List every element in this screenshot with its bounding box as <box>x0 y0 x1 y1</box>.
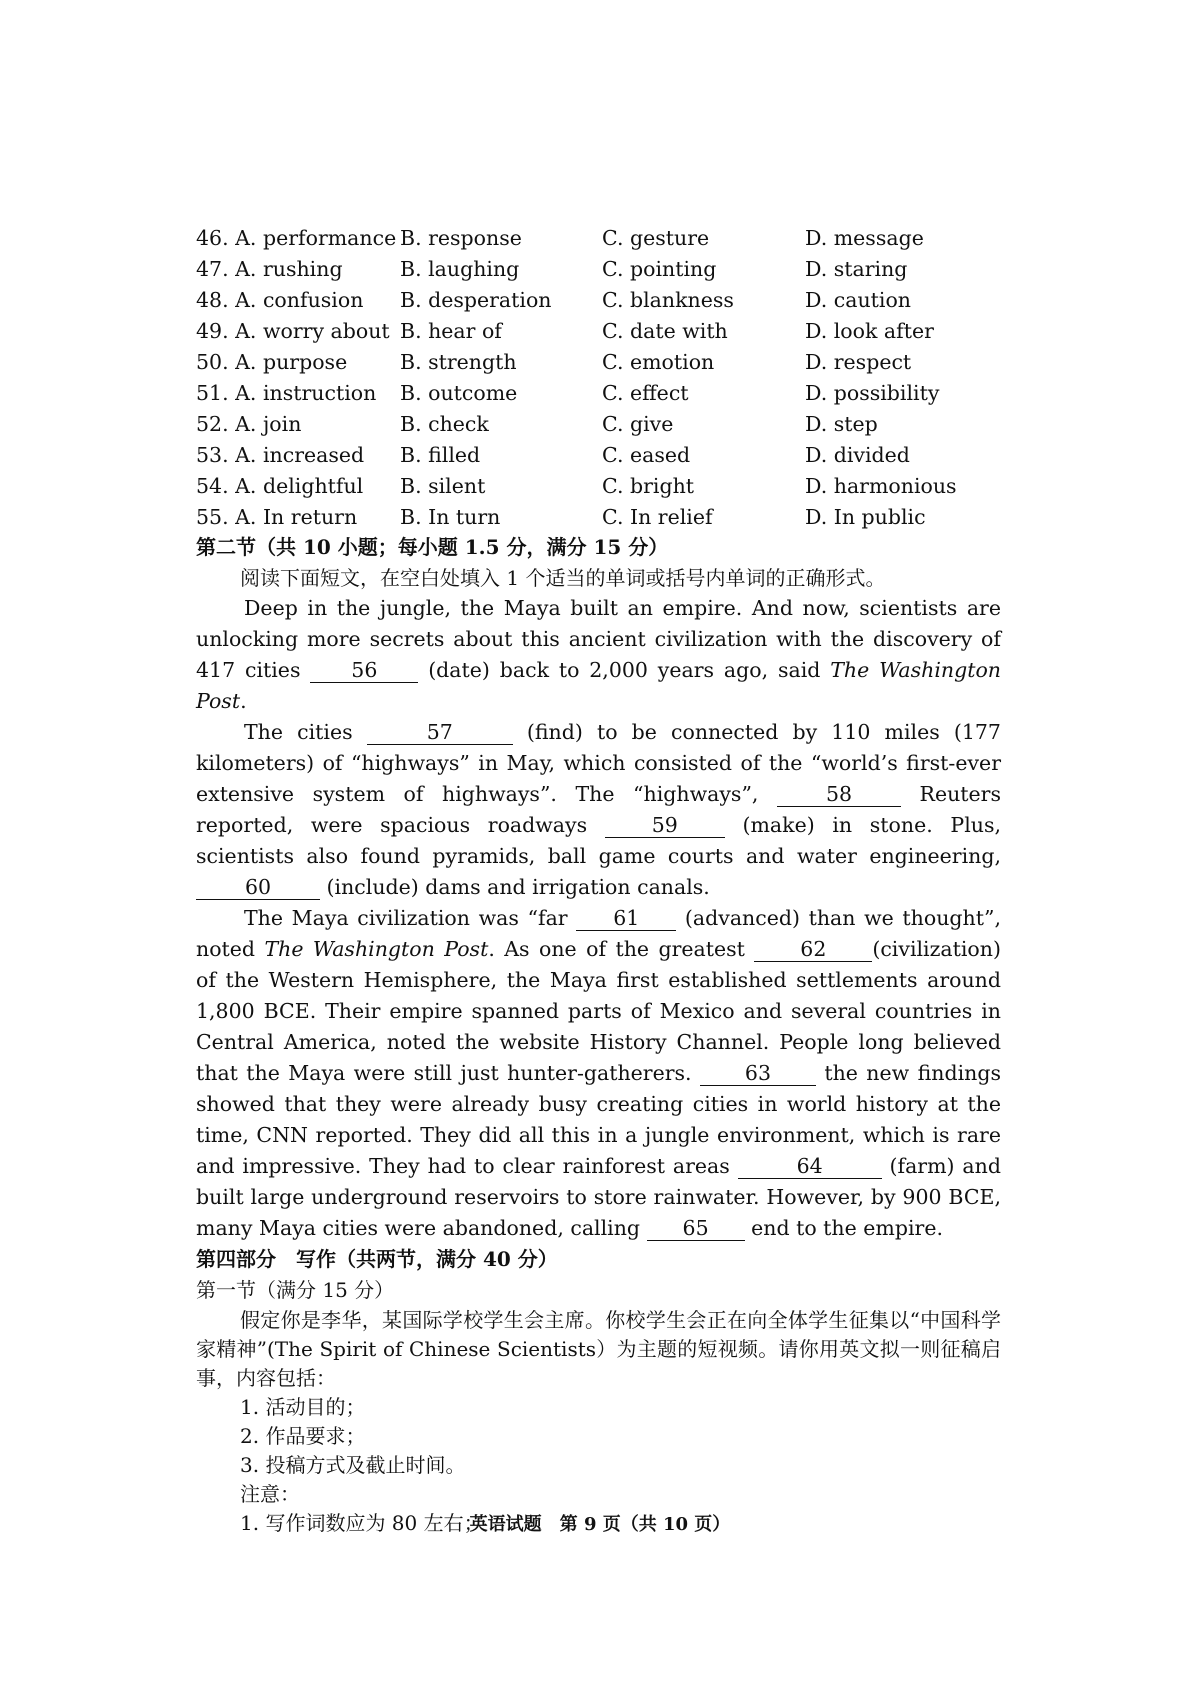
writing-item: 3. 投稿方式及截止时间。 <box>240 1453 466 1477</box>
option-row-47 <box>196 253 1001 284</box>
option-b: B. check <box>400 411 489 436</box>
passage-text: The cities <box>244 720 353 744</box>
option-a: 50. A. purpose <box>196 349 348 374</box>
option-a: 46. A. performance <box>196 225 397 250</box>
option-d: D. step <box>805 411 878 436</box>
passage-paragraph-3 <box>196 903 1001 1244</box>
section2-instruction: 阅读下面短文，在空白处填入 1 个适当的单词或括号内单词的正确形式。 <box>240 566 886 590</box>
option-c: C. bright <box>602 473 695 498</box>
option-a: 54. A. delightful <box>196 473 364 498</box>
blank-59[interactable]: 59 <box>605 813 725 838</box>
option-d: D. look after <box>805 318 934 343</box>
passage-text: Deep in the jungle, the Maya built an empire. And now, scientists are unlocking more secrets about this ancient civilization with the discovery of 417 cities <box>196 596 1001 682</box>
option-row-46 <box>196 222 1001 253</box>
option-b: B. laughing <box>400 256 520 281</box>
passage-text: . As one of the greatest <box>488 937 745 961</box>
note-label: 注意： <box>240 1482 300 1506</box>
passage-text: Reuters reported, were spacious roadways <box>196 782 1001 837</box>
exam-page <box>196 222 1001 1538</box>
blank-57[interactable]: 57 <box>367 720 513 745</box>
page-footer: 英语试题 第 9 页（共 10 页） <box>469 1514 731 1535</box>
part4-heading: 第四部分 写作（共两节，满分 40 分） <box>196 1247 558 1271</box>
option-c: C. effect <box>602 380 689 405</box>
source-title: The Washington Post <box>196 658 1001 713</box>
option-a: 55. A. In return <box>196 504 358 529</box>
option-a: 52. A. join <box>196 411 302 436</box>
option-d: D. In public <box>805 504 926 529</box>
blank-58[interactable]: 58 <box>777 782 901 807</box>
option-row-53 <box>196 439 1001 470</box>
option-row-50 <box>196 346 1001 377</box>
passage-text: (make) in stone. Plus, scientists also found pyramids, ball game courts and water engineering, <box>196 813 1001 868</box>
note-item: 1. 写作词数应为 80 左右； <box>240 1511 484 1535</box>
writing-item: 1. 活动目的； <box>240 1395 366 1419</box>
option-c: C. In relief <box>602 504 713 529</box>
option-a: 48. A. confusion <box>196 287 364 312</box>
option-b: B. silent <box>400 473 486 498</box>
option-d: D. caution <box>805 287 911 312</box>
source-title: The Washington Post <box>264 937 489 961</box>
option-row-48 <box>196 284 1001 315</box>
option-row-55 <box>196 501 1001 532</box>
options-table <box>196 222 1001 532</box>
option-b: B. filled <box>400 442 481 467</box>
writing-item: 2. 作品要求； <box>240 1424 366 1448</box>
option-d: D. possibility <box>805 380 940 405</box>
passage-text: (find) to be connected by 110 miles (177 kilometers) of “highways” in May, which consisted of the “world’s first-ever extensive system of highways”. The “highways”, <box>196 720 1001 806</box>
option-a: 51. A. instruction <box>196 380 377 405</box>
option-b: B. strength <box>400 349 517 374</box>
passage-text: end to the empire. <box>751 1216 943 1240</box>
blank-63[interactable]: 63 <box>700 1061 816 1086</box>
option-row-54 <box>196 470 1001 501</box>
option-row-49 <box>196 315 1001 346</box>
passage-text: (advanced) than we thought”, noted <box>196 906 1001 961</box>
option-row-51 <box>196 377 1001 408</box>
option-d: D. respect <box>805 349 912 374</box>
option-a: 53. A. increased <box>196 442 365 467</box>
section2-heading: 第二节（共 10 小题；每小题 1.5 分，满分 15 分） <box>196 535 669 559</box>
passage-text: the new findings showed that they were already busy creating cities in world history at the time, CNN reported. They did all this in a jungle environment, which is rare and impressive. They had to clear rainforest areas <box>196 1061 1001 1178</box>
passage-text: (civilization) of the Western Hemisphere, the Maya first established settlements around 1,800 BCE. Their empire spanned parts of Mexico and several countries in Central America, noted the website History Channel. People long believed that the Maya were still just hunter-gatherers. <box>196 937 1001 1085</box>
writing-prompt: 假定你是李华，某国际学校学生会主席。你校学生会正在向全体学生征集以“中国科学家精神”(The Spirit of Chinese Scientists）为主题的短视频。请你用英文拟一则征稿启事，内容包括： <box>196 1308 1001 1390</box>
option-a: 47. A. rushing <box>196 256 343 281</box>
option-b: B. In turn <box>400 504 501 529</box>
option-c: C. pointing <box>602 256 717 281</box>
passage-text: (include) dams and irrigation canals. <box>326 875 710 899</box>
part4-section1-heading: 第一节（满分 15 分） <box>196 1278 395 1302</box>
passage-paragraph-2 <box>196 717 1001 903</box>
option-c: C. eased <box>602 442 691 467</box>
passage-text: . <box>240 689 247 713</box>
option-b: B. outcome <box>400 380 518 405</box>
blank-60[interactable]: 60 <box>196 875 320 900</box>
blank-64[interactable]: 64 <box>738 1154 882 1179</box>
option-b: B. desperation <box>400 287 552 312</box>
option-row-52 <box>196 408 1001 439</box>
option-c: C. give <box>602 411 674 436</box>
passage-text: The Maya civilization was “far <box>244 906 568 930</box>
option-d: D. message <box>805 225 924 250</box>
passage-text: (farm) and built large underground reservoirs to store rainwater. However, by 900 BCE, many Maya cities were abandoned, calling <box>196 1154 1001 1240</box>
passage-paragraph-1 <box>196 593 1001 717</box>
option-d: D. harmonious <box>805 473 957 498</box>
option-d: D. staring <box>805 256 908 281</box>
option-b: B. response <box>400 225 522 250</box>
blank-61[interactable]: 61 <box>576 906 676 931</box>
option-c: C. blankness <box>602 287 734 312</box>
option-a: 49. A. worry about <box>196 318 390 343</box>
option-c: C. emotion <box>602 349 715 374</box>
blank-56[interactable]: 56 <box>310 658 418 683</box>
option-d: D. divided <box>805 442 910 467</box>
option-c: C. gesture <box>602 225 710 250</box>
option-b: B. hear of <box>400 318 502 343</box>
blank-65[interactable]: 65 <box>647 1216 745 1241</box>
passage-text: (date) back to 2,000 years ago, said <box>428 658 821 682</box>
blank-62[interactable]: 62 <box>754 937 872 962</box>
option-c: C. date with <box>602 318 728 343</box>
